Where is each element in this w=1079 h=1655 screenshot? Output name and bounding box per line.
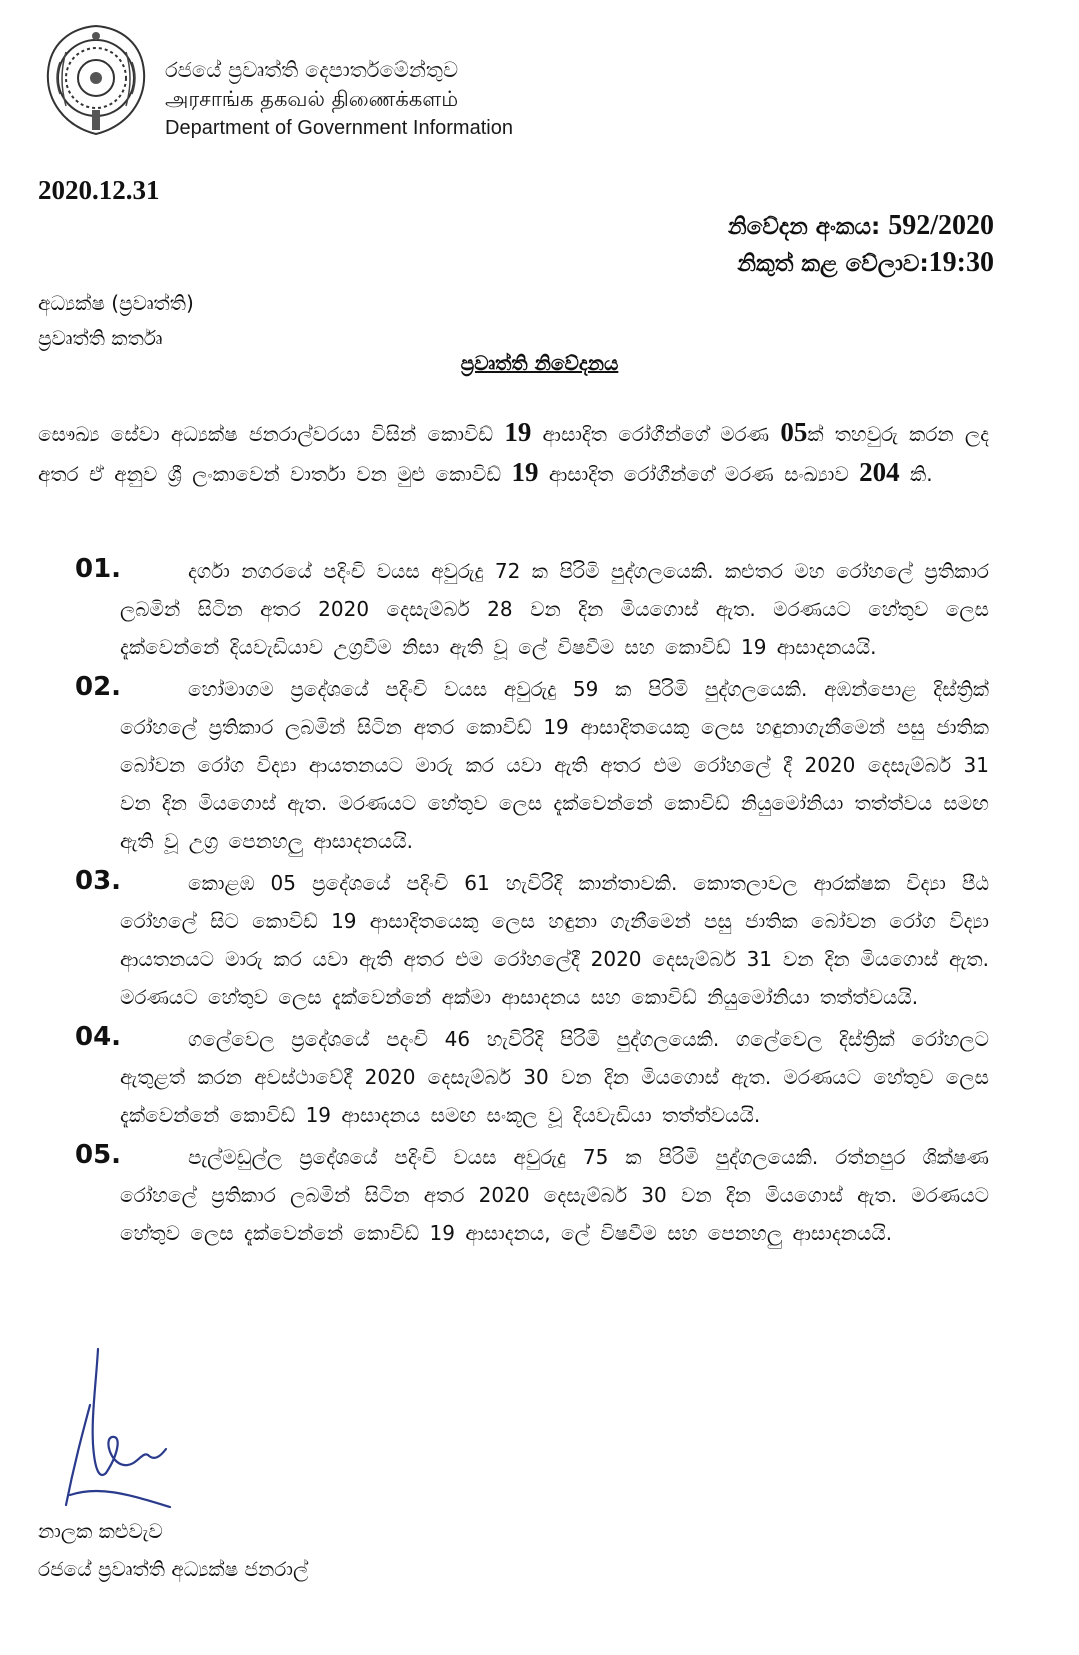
release-number-label: නිවේදන අංකය:	[728, 214, 881, 240]
letterhead-sinhala: රජයේ ප්‍රවෘත්ති දෙපාර්තමේන්තුව	[165, 58, 459, 82]
intro-text: සෞඛ්‍ය සේවා අධ්‍යක්ෂ ජනරාල්වරයා විසින් කොවිඩ්	[38, 422, 505, 446]
signatory-name: නාලක කළුවැව	[38, 1519, 163, 1543]
release-number-row	[728, 208, 994, 245]
item-number: 03.	[75, 866, 122, 896]
list-item	[75, 552, 989, 666]
document-heading: ප්‍රවෘත්ති නිවේදනය	[460, 351, 619, 375]
release-time-label: නිකුත් කළ වේලාව:	[737, 251, 929, 277]
release-date: 2020.12.31	[38, 175, 160, 205]
list-item	[75, 670, 989, 860]
addressee-line-2: ප්‍රවෘත්ති කර්තෘ	[38, 326, 163, 350]
item-number: 01.	[75, 554, 122, 584]
death-total: 204	[859, 457, 900, 487]
list-item	[75, 1138, 989, 1252]
signatory-title: රජයේ ප්‍රවෘත්ති අධ්‍යක්ෂ ජනරාල්	[38, 1557, 309, 1581]
addressee-line-1: අධ්‍යක්ෂ (ප්‍රවෘත්ති)	[38, 291, 194, 315]
list-item	[75, 1020, 989, 1134]
item-number: 02.	[75, 672, 122, 702]
item-number: 05.	[75, 1140, 122, 1170]
item-text: පැල්මඩුල්ල ප්‍රදේශයේ පදිංචි වයස අවුරුදු 75 ක පිරිමි පුද්ගලයෙකි. රත්නපුර ශික්ෂණ රෝහලේ ප්‍රතිකාර ලබමින් සිටින අතර 2020 දෙසැම්බර් 30 වන දින මියගොස් ඇත. මරණයට හේතුව ලෙස දැක්වෙන්නේ කොවිඩ් 19 ආසාදනය, ලේ විෂවීම සහ පෙනහලු ආසාදනයයි.	[120, 1145, 989, 1245]
intro-number: 05	[780, 417, 808, 447]
intro-number: 19	[511, 457, 539, 487]
item-number: 04.	[75, 1022, 122, 1052]
list-item	[75, 864, 989, 1016]
intro-text: කි.	[899, 462, 933, 486]
release-time: 19:30	[928, 247, 994, 278]
item-text: හෝමාගම ප්‍රදේශයේ පදිංචි වයස අවුරුදු 59 ක පිරිමි පුද්ගලයෙකි. අඹන්පොළ දිස්ත්‍රික් රෝහලේ ප්‍රතිකාර ලබමින් සිටින අතර කොවිඩ් 19 ආසාදිතයෙකු ලෙස හඳුනාගැනීමෙන් පසු ජාතික බෝවන රෝග විද්‍යා ආයතනයට මාරු කර යවා ඇති අතර එම රෝහලේ දී 2020 දෙසැම්බර් 31 වන දින මියගොස් ඇත. මරණයට හේතුව ලෙස දැක්වෙන්නේ කොවිඩ් නියුමෝනියා තත්ත්වය සමඟ ඇති වූ උග්‍ර පෙනහලු ආසාදනයයි.	[120, 677, 989, 853]
death-list	[75, 552, 989, 1256]
handwritten-signature	[60, 1345, 210, 1515]
release-time-row	[728, 245, 994, 282]
intro-text: ආසාදිත රෝගීන්ගේ මරණ සංඛ්‍යාව	[538, 462, 860, 486]
letterhead-english: Department of Government Information	[165, 117, 513, 139]
intro-text: ක් තහවුරු කරන ලද අතර ඒ අනුව ශ්‍රී ලංකාවෙන් වාර්තා වන මුළු කොවිඩ්	[38, 422, 989, 486]
item-text: ගලේවෙල ප්‍රදේශයේ පදංචි 46 හැවිරිදි පිරිමි පුද්ගලයෙකි. ගලේවෙල දිස්ත්‍රික් රෝහලට ඇතුළත් කරන අවස්ථාවේදී 2020 දෙසැම්බර් 30 වන දින මියගොස් ඇත. මරණයට හේතුව ලෙස දැක්වෙන්නේ කොවිඩ් 19 ආසාදනය සමඟ සංකූල වූ දියවැඩියා තත්ත්වයයි.	[120, 1027, 989, 1127]
intro-text: ආසාදිත රෝගීන්ගේ මරණ	[531, 422, 781, 446]
release-meta	[728, 208, 994, 282]
item-text: දර්ගා නගරයේ පදිංචි වයස අවුරුදු 72 ක පිරිමි පුද්ගලයෙකි. කළුතර මහ රෝහලේ ප්‍රතිකාර ලබමින් සිටින අතර 2020 දෙසැම්බර් 28 වන දින මියගොස් ඇත. මරණයට හේතුව ලෙස දැක්වෙන්නේ දියවැඩියාව උග්‍රවීම නිසා ඇති වූ ලේ විෂවීම සහ කොවිඩ් 19 ආසාදනයයි.	[120, 559, 989, 659]
national-emblem-icon	[40, 22, 152, 138]
release-number: 592/2020	[888, 210, 994, 241]
letterhead-tamil: அரசாங்க தகவல் திணைக்களம்	[165, 87, 459, 111]
intro-number: 19	[504, 417, 532, 447]
letterhead	[40, 22, 560, 142]
item-text: කොළඹ 05 ප්‍රදේශයේ පදිංචි 61 හැවිරිදි කාන්තාවකි. කොතලාවල ආරක්ෂක විද්‍යා පීඨ රෝහලේ සිට කොවිඩ් 19 ආසාදිතයෙකු ලෙස හඳුනා ගැනීමෙන් පසු ජාතික බෝවන රෝග විද්‍යා ආයතනයට මාරු කර යවා ඇති අතර එම රෝහලේදී 2020 දෙසැම්බර් 31 වන දින මියගොස් ඇත. මරණයට හේතුව ලෙස දැක්වෙන්නේ අක්මා ආසාදනය සහ කොවිඩ් නියුමෝනියා තත්ත්වයයි.	[120, 871, 989, 1009]
addressee	[38, 286, 194, 356]
signatory	[38, 1512, 308, 1588]
intro-paragraph	[38, 413, 989, 493]
